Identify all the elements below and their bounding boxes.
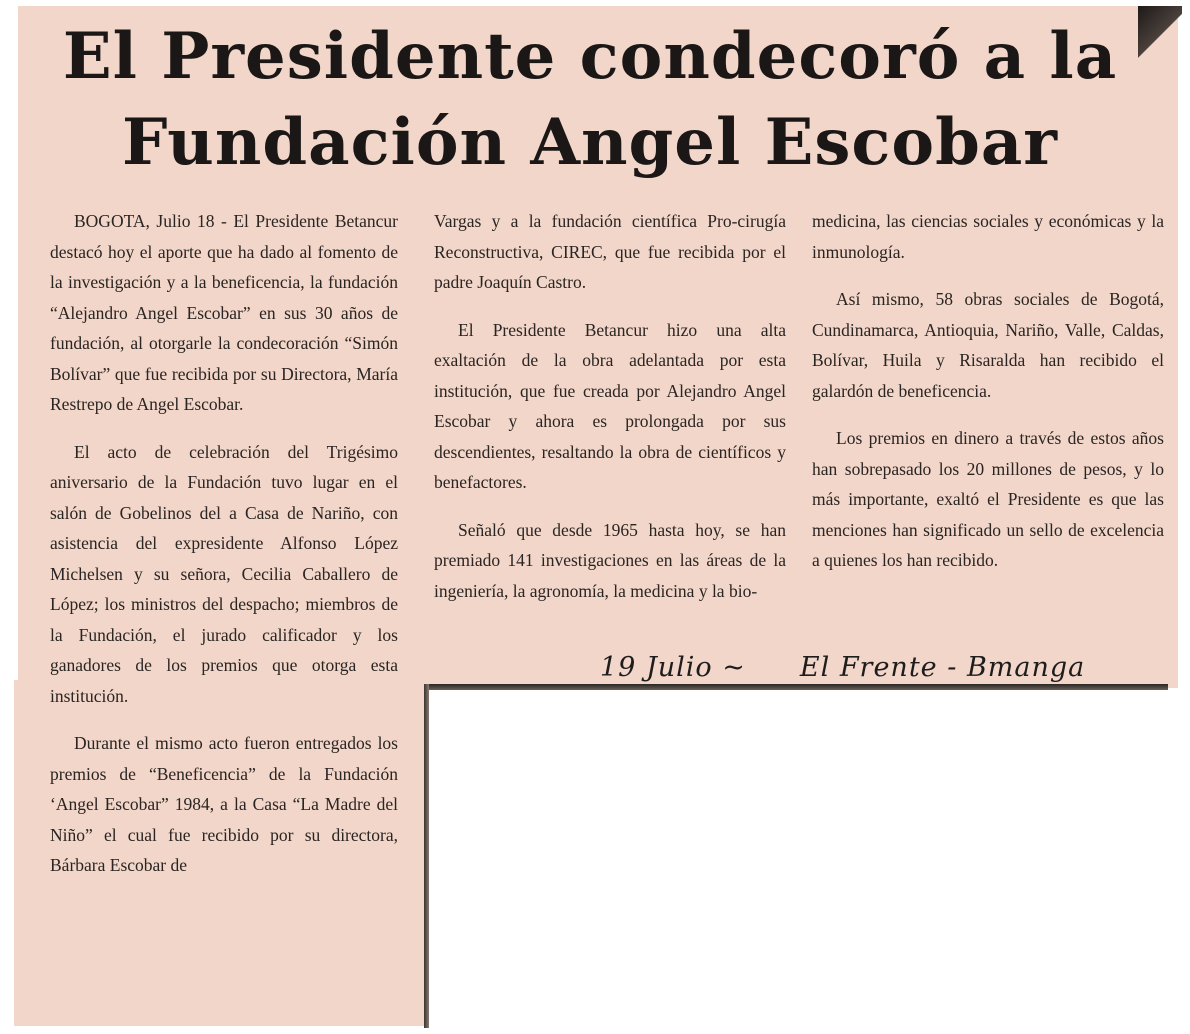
paragraph: Durante el mismo acto fueron entregados los premios de “Beneficencia” de la Fundación ‘Angel Escobar” 1984, a la Casa “La Madre del Niño” el cual fue recibido por su directora, Bárbara Escobar de bbox=[50, 733, 398, 875]
paragraph: Señaló que desde 1965 hasta hoy, se han premiado 141 investigaciones en las áreas de la ingeniería, la agronomía, la medicina y la bio- bbox=[434, 519, 786, 601]
handwritten-source: El Frente - Bmanga bbox=[799, 652, 1086, 683]
article-headline: El Presidente condecoró a la Fundación Angel Escobar bbox=[62, 19, 1118, 180]
clipping-cut-edge-vertical bbox=[424, 684, 429, 1028]
paragraph: El acto de celebración del Trigésimo aniversario de la Fundación tuvo lugar en el salón de Gobelinos del a Casa de Nariño, con asistencia del expresidente Alfonso López Michelsen y su señora, Cecilia Caballero de López; los ministros del despacho; miembros de la Fundación, el jurado calificador y los ganadores de los premios que otorga esta institución. bbox=[50, 441, 398, 706]
article-column-2 bbox=[434, 206, 786, 623]
paragraph: Los premios en dinero a través de estos años han sobrepasado los 20 millones de pesos, y lo más importante, exaltó el Presidente es que las menciones han significado un sello de excelencia a quienes los han recibido. bbox=[812, 428, 1164, 570]
article-column-1 bbox=[50, 206, 398, 898]
handwritten-date: 19 Julio ~ bbox=[600, 652, 746, 683]
clipping-cut-edge bbox=[428, 684, 1168, 690]
article-column-3 bbox=[812, 206, 1164, 593]
paragraph: Vargas y a la fundación científica Pro-cirugía Reconstructiva, CIREC, que fue recibida por el padre Joaquín Castro. bbox=[434, 211, 786, 292]
paragraph: El Presidente Betancur hizo una alta exaltación de la obra adelantada por esta institución, que fue creada por Alejandro Angel Escobar y ahora es prolongada por sus descendientes, resaltando la obra de científicos y benefactores. bbox=[434, 319, 786, 492]
paragraph: BOGOTA, Julio 18 - El Presidente Betancur destacó hoy el aporte que ha dado al fomento de la investigación y a la beneficencia, la fundación “Alejandro Angel Escobar” en sus 30 años de fundación, al otorgarle la condecoración “Simón Bolívar” que fue recibida por su Directora, María Restrepo de Angel Escobar. bbox=[50, 211, 398, 414]
paragraph: medicina, las ciencias sociales y económicas y la inmunología. bbox=[812, 211, 1164, 262]
handwritten-annotation bbox=[600, 652, 1160, 683]
paragraph: Así mismo, 58 obras sociales de Bogotá, Cundinamarca, Antioquia, Nariño, Valle, Caldas, Bolívar, Huila y Risaralda han recibido el galardón de beneficencia. bbox=[812, 289, 1164, 401]
torn-corner bbox=[1138, 6, 1182, 76]
